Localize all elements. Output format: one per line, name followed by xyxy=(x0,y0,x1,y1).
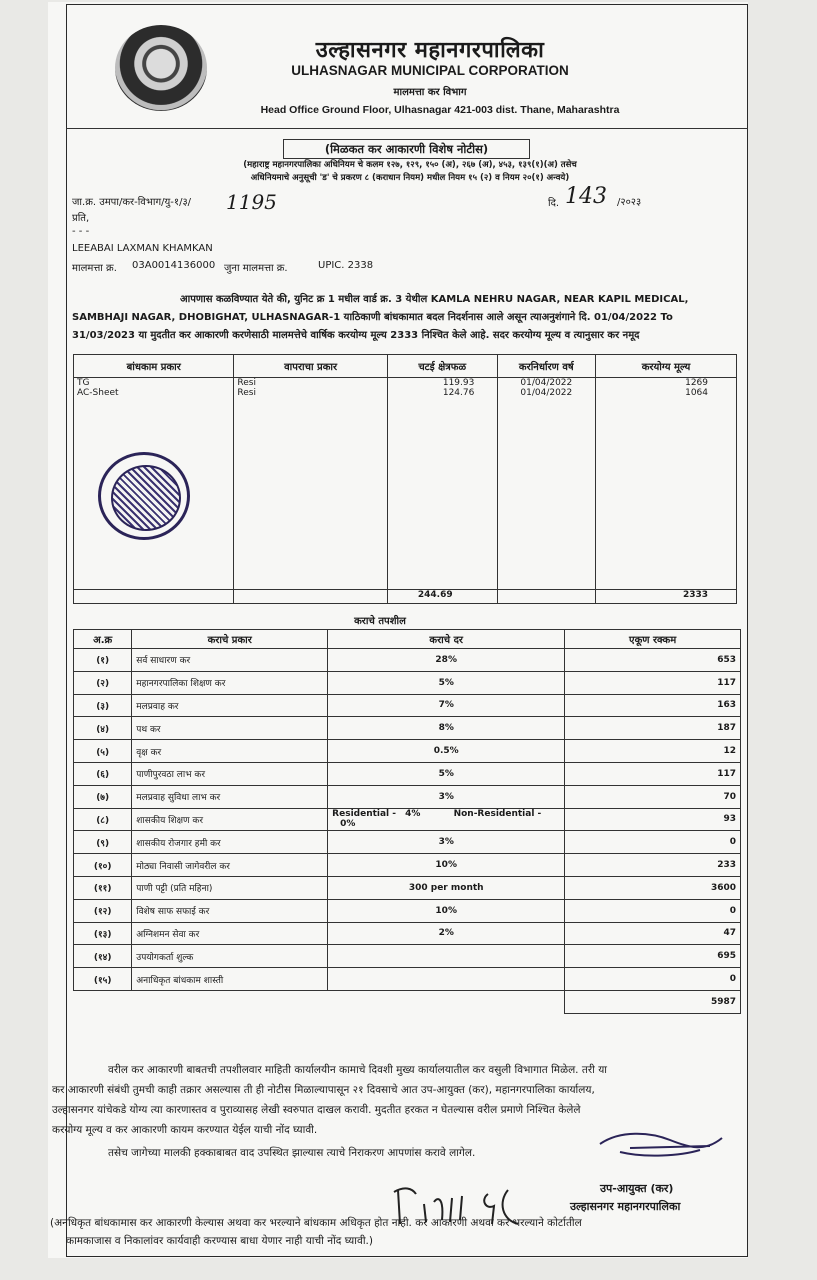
intro-line-1: आपणास कळविण्यात येते की, युनिट क्र 1 मधील वार्ड क्र. 3 येथील KAMLA NEHRU NAGAR, NEAR KAPIL MEDICAL, xyxy=(180,294,689,305)
header-divider xyxy=(66,128,748,129)
education-tax-rates xyxy=(328,808,565,831)
tax-row: (२) महानगरपालिका शिक्षण कर 5% 117 xyxy=(74,671,741,694)
tax-row: (९) शासकीय रोजगार हमी कर 3% 0 xyxy=(74,831,741,854)
official-seal xyxy=(98,452,190,540)
value-2: 1064 xyxy=(685,388,708,398)
value-cell xyxy=(596,378,737,590)
col-tax-rate: कराचे दर xyxy=(328,630,565,649)
title-marathi: उल्हासनगर महानगरपालिका xyxy=(315,38,545,63)
tax-table xyxy=(73,629,741,1014)
usage-2: Resi xyxy=(237,388,256,398)
intro-line-3: 31/03/2023 या मुदतीत कर आकारणी करणेसाठी मालमत्तेचे वार्षिक करयोग्य मूल्य 2333 निश्चित केले आहे. सदर करयोग्य मूल्य व त्यानुसार कर नमूद xyxy=(72,330,640,341)
tax-row: (१२) विशेष साफ सफाई कर 10% 0 xyxy=(74,899,741,922)
value-1: 1269 xyxy=(685,378,708,388)
property-number: 03A0014136000 xyxy=(132,260,216,271)
col-carpet-area: चटई क्षेत्रफळ xyxy=(387,355,497,378)
year-cell xyxy=(497,378,595,590)
tax-row: (१४) उपयोगकर्ता शुल्क 695 xyxy=(74,945,741,968)
prati-dashes: - - - xyxy=(72,226,90,237)
tax-row: (५) वृक्ष कर 0.5% 12 xyxy=(74,740,741,763)
owner-name: LEEABAI LAXMAN KHAMKAN xyxy=(72,243,213,254)
date-handwritten: 143 xyxy=(565,184,607,209)
edu-res-value: 4% xyxy=(405,809,421,820)
footer-note-line-1: (अनधिकृत बांधकामास कर आकारणी केल्यास अथवा कर भरल्याने बांधकाम अधिकृत होत नाही. कर आकारणी अथवा कर भरल्याने कोर्टातील xyxy=(50,1217,582,1229)
edu-res-label: Residential - xyxy=(332,809,397,820)
reference-number-handwritten: 1195 xyxy=(226,190,277,214)
edu-nonres-value: 0% xyxy=(340,819,356,830)
signatory-organization: उल्हासनगर महानगरपालिका xyxy=(570,1200,681,1213)
edu-nonres-label: Non-Residential - xyxy=(453,809,542,820)
footer-para-2: तसेच जागेच्या मालकी हक्काबाबत वाद उपस्थित झाल्यास त्याचे निराकरण आपणांस करावे लागेल. xyxy=(108,1147,476,1159)
year-1: 01/04/2022 xyxy=(520,378,573,388)
col-total-amount: एकूण रक्कम xyxy=(565,630,741,649)
notice-subtitle-1: (महाराष्ट्र महानगरपालिका अधिनियम चे कलम १२७, १२९, १५० (अ), २६७ (अ), ४५३, १३९(१)(अ) तसेच xyxy=(243,160,577,170)
tax-row: (८) शासकीय शिक्षण कर Residential - 4% Non-Residential - 0% 93 xyxy=(74,808,741,831)
old-property-label: जुना मालमत्ता क्र. xyxy=(224,263,288,274)
grand-total: 5987 xyxy=(565,990,741,1013)
usage-1: Resi xyxy=(237,378,256,388)
year-2: 01/04/2022 xyxy=(520,388,573,398)
tax-row: (७) मलप्रवाह सुविधा लाभ कर 3% 70 xyxy=(74,785,741,808)
date-prefix: दि. xyxy=(548,198,560,209)
construction-1: TG xyxy=(77,378,90,388)
tax-row: (६) पाणीपुरवठा लाभ कर 5% 117 xyxy=(74,762,741,785)
tax-row: (१३) अग्निशमन सेवा कर 2% 47 xyxy=(74,922,741,945)
total-area: 244.69 xyxy=(387,590,497,604)
tax-row: (४) पथ कर 8% 187 xyxy=(74,717,741,740)
area-2: 124.76 xyxy=(442,388,475,398)
notice-subtitle-2: अधिनियमाचे अनुसूची 'ड' चे प्रकरण ८ (कराधान नियम) मधील नियम १५ (२) व नियम २०(१) अन्वये) xyxy=(250,173,570,183)
signatory-title: उप-आयुक्त (कर) xyxy=(600,1182,674,1195)
property-label: मालमत्ता क्र. xyxy=(72,263,117,274)
upic-number: UPIC. 2338 xyxy=(318,260,374,271)
footer-para-line-1: वरील कर आकारणी बाबतची तपशीलवार माहिती कार्यालयीन कामाचे दिवशी मुख्य कार्यालयातील कर वसुली विभागात मिळेल. तरी या xyxy=(108,1064,608,1076)
intro-line-2: SAMBHAJI NAGAR, DHOBIGHAT, ULHASNAGAR-1 याठिकाणी बांधकामात बदल निदर्शनास आले असून त्याअनुशंगाने दि. 01/04/2022 To xyxy=(72,312,673,323)
footer-para-line-3: उल्हासनगर यांचेकडे योग्य त्या कारणास्तव व पुराव्यासह लेखी स्वरुपात दाखल करावी. मुदतीत हरकत न घेतल्यास वरील प्रमाणे निश्चित केलेले xyxy=(52,1104,581,1116)
col-assessment-year: करनिर्धारण वर्ष xyxy=(497,355,595,378)
footer-para-line-2: कर आकारणी संबंधी तुमची काही तक्रार असल्यास ती ही नोटीस मिळाल्यापासून २१ दिवसाचे आत उप-आयुक्त (कर), महानगरपालिका कार्यालय, xyxy=(52,1084,595,1096)
office-address: Head Office Ground Floor, Ulhasnagar 421-003 dist. Thane, Maharashtra xyxy=(260,104,620,116)
corporation-logo xyxy=(115,25,207,111)
col-taxable-value: करयोग्य मूल्य xyxy=(596,355,737,378)
reference-prefix: जा.क्र. उमपा/कर-विभाग/यु-१/३/ xyxy=(72,197,192,208)
tax-row: (११) पाणी पट्टी (प्रति महिना) 300 per month 3600 xyxy=(74,876,741,899)
notice-title: (मिळकत कर आकारणी विशेष नोटीस) xyxy=(283,139,530,159)
department-name: मालमत्ता कर विभाग xyxy=(393,87,467,98)
footer-note-line-2: कामकाजास व निकालांवर कार्यवाही करण्यास बाधा येणार नाही याची नोंद घ्यावी.) xyxy=(66,1235,373,1247)
col-construction-type: बांधकाम प्रकार xyxy=(74,355,234,378)
tax-row: (१) सर्व साधारण कर 28% 653 xyxy=(74,649,741,672)
officer-signature xyxy=(590,1122,730,1162)
area-1: 119.93 xyxy=(442,378,475,388)
date-suffix: /२०२३ xyxy=(617,197,642,208)
grand-total-row xyxy=(74,990,741,1013)
tax-row: (१५) अनाधिकृत बांधकाम शास्ती 0 xyxy=(74,968,741,991)
tax-row: (१०) मोठ्या निवासी जागेवरील कर 10% 233 xyxy=(74,854,741,877)
construction-2: AC-Sheet xyxy=(77,388,119,398)
usage-cell xyxy=(234,378,387,590)
footer-para-line-4: करयोग्य मूल्य व कर आकारणी कायम करण्यात येईल याची नोंद घ्यावी. xyxy=(52,1124,318,1136)
total-taxable-value: 2333 xyxy=(596,590,737,604)
col-usage-type: वापराचा प्रकार xyxy=(234,355,387,378)
area-cell xyxy=(387,378,497,590)
col-serial: अ.क्र xyxy=(74,630,132,649)
col-tax-type: कराचे प्रकार xyxy=(132,630,328,649)
tax-row: (३) मलप्रवाह कर 7% 163 xyxy=(74,694,741,717)
tax-details-caption: कराचे तपशील xyxy=(354,616,406,627)
title-english: ULHASNAGAR MUNICIPAL CORPORATION xyxy=(291,63,569,78)
prati-label: प्रति, xyxy=(72,213,90,224)
